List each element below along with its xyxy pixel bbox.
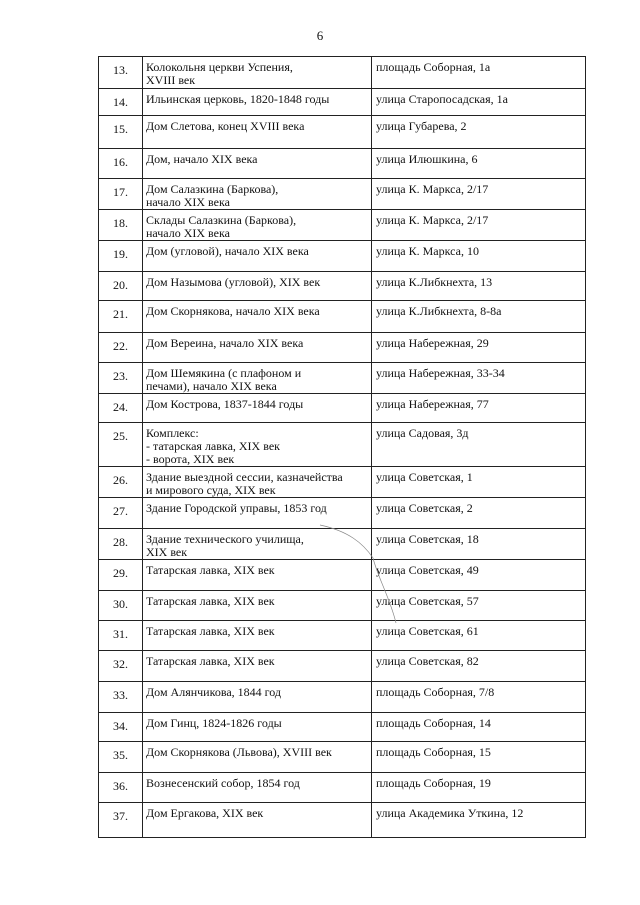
row-number: 24. <box>99 394 143 423</box>
row-number: 35. <box>99 742 143 773</box>
table-row <box>99 272 586 301</box>
table-row <box>99 773 586 803</box>
monument-name: Дом Вереина, начало XIX века <box>143 333 372 363</box>
table-row <box>99 742 586 773</box>
monument-address: улица Академика Уткина, 12 <box>372 803 586 838</box>
monument-name: Дом (угловой), начало XIX века <box>143 241 372 272</box>
monuments-table <box>98 56 586 838</box>
row-number: 21. <box>99 301 143 333</box>
row-number: 20. <box>99 272 143 301</box>
table-row <box>99 498 586 529</box>
monument-address: площадь Соборная, 15 <box>372 742 586 773</box>
monuments-table-body <box>99 57 586 838</box>
monument-name: Дом Ергакова, XIX век <box>143 803 372 838</box>
monument-name: Дом Слетова, конец XVIII века <box>143 116 372 149</box>
row-number: 28. <box>99 529 143 560</box>
monument-address: улица Набережная, 29 <box>372 333 586 363</box>
row-number: 13. <box>99 57 143 89</box>
monument-address: улица Набережная, 33-34 <box>372 363 586 394</box>
table-row <box>99 803 586 838</box>
monument-name: Здание технического училища, XIX век <box>143 529 372 560</box>
row-number: 37. <box>99 803 143 838</box>
monument-address: улица К.Либкнехта, 13 <box>372 272 586 301</box>
monument-address: улица Советская, 2 <box>372 498 586 529</box>
monument-name: Татарская лавка, XIX век <box>143 621 372 651</box>
row-number: 18. <box>99 210 143 241</box>
monument-address: площадь Соборная, 19 <box>372 773 586 803</box>
monument-address: улица Советская, 61 <box>372 621 586 651</box>
monument-name: Колокольня церкви Успения, XVIII век <box>143 57 372 89</box>
monument-name: Дом Гинц, 1824-1826 годы <box>143 713 372 742</box>
monument-address: улица Советская, 49 <box>372 560 586 591</box>
table-row <box>99 713 586 742</box>
monument-name: Комплекс: - татарская лавка, XIX век - ворота, XIX век <box>143 423 372 467</box>
monument-address: улица Советская, 1 <box>372 467 586 498</box>
row-number: 26. <box>99 467 143 498</box>
row-number: 25. <box>99 423 143 467</box>
row-number: 19. <box>99 241 143 272</box>
table-row <box>99 394 586 423</box>
monument-address: улица К. Маркса, 2/17 <box>372 179 586 210</box>
monument-address: улица Советская, 18 <box>372 529 586 560</box>
monument-address: улица К.Либкнехта, 8-8а <box>372 301 586 333</box>
monument-name: Дом, начало XIX века <box>143 149 372 179</box>
monument-name: Здание выездной сессии, казначейства и мирового суда, XIX век <box>143 467 372 498</box>
row-number: 14. <box>99 89 143 116</box>
monument-address: улица Советская, 82 <box>372 651 586 682</box>
monument-address: улица Губарева, 2 <box>372 116 586 149</box>
table-row <box>99 560 586 591</box>
row-number: 33. <box>99 682 143 713</box>
table-row <box>99 116 586 149</box>
monument-address: площадь Соборная, 7/8 <box>372 682 586 713</box>
table-row <box>99 363 586 394</box>
monument-address: улица К. Маркса, 10 <box>372 241 586 272</box>
monument-name: Дом Назымова (угловой), XIX век <box>143 272 372 301</box>
row-number: 16. <box>99 149 143 179</box>
monument-name: Дом Шемякина (с плафоном и печами), начало XIX века <box>143 363 372 394</box>
monument-name: Вознесенский собор, 1854 год <box>143 773 372 803</box>
row-number: 15. <box>99 116 143 149</box>
row-number: 30. <box>99 591 143 621</box>
monument-name: Дом Кострова, 1837-1844 годы <box>143 394 372 423</box>
table-row <box>99 149 586 179</box>
monument-address: улица Набережная, 77 <box>372 394 586 423</box>
monument-name: Дом Алянчикова, 1844 год <box>143 682 372 713</box>
table-row <box>99 210 586 241</box>
monument-name: Здание Городской управы, 1853 год <box>143 498 372 529</box>
monument-name: Ильинская церковь, 1820-1848 годы <box>143 89 372 116</box>
table-row <box>99 591 586 621</box>
table-row <box>99 529 586 560</box>
row-number: 32. <box>99 651 143 682</box>
table-row <box>99 241 586 272</box>
row-number: 34. <box>99 713 143 742</box>
table-row <box>99 651 586 682</box>
row-number: 27. <box>99 498 143 529</box>
monument-address: улица Садовая, 3д <box>372 423 586 467</box>
table-row <box>99 301 586 333</box>
row-number: 29. <box>99 560 143 591</box>
monument-name: Татарская лавка, XIX век <box>143 651 372 682</box>
table-row <box>99 621 586 651</box>
monument-name: Татарская лавка, XIX век <box>143 591 372 621</box>
monument-address: улица Илюшкина, 6 <box>372 149 586 179</box>
table-row <box>99 89 586 116</box>
monument-name: Дом Скорнякова, начало XIX века <box>143 301 372 333</box>
monument-address: площадь Соборная, 1а <box>372 57 586 89</box>
row-number: 36. <box>99 773 143 803</box>
monument-address: площадь Соборная, 14 <box>372 713 586 742</box>
monument-address: улица К. Маркса, 2/17 <box>372 210 586 241</box>
table-row <box>99 57 586 89</box>
page-number: 6 <box>316 28 324 43</box>
row-number: 23. <box>99 363 143 394</box>
monument-name: Дом Скорнякова (Львова), XVIII век <box>143 742 372 773</box>
table-row <box>99 682 586 713</box>
table-row <box>99 179 586 210</box>
table-row <box>99 467 586 498</box>
monument-name: Дом Салазкина (Баркова), начало XIX века <box>143 179 372 210</box>
table-row <box>99 333 586 363</box>
monument-address: улица Старопосадская, 1а <box>372 89 586 116</box>
row-number: 22. <box>99 333 143 363</box>
monument-address: улица Советская, 57 <box>372 591 586 621</box>
monument-name: Склады Салазкина (Баркова), начало XIX века <box>143 210 372 241</box>
row-number: 17. <box>99 179 143 210</box>
table-row <box>99 423 586 467</box>
row-number: 31. <box>99 621 143 651</box>
monument-name: Татарская лавка, XIX век <box>143 560 372 591</box>
